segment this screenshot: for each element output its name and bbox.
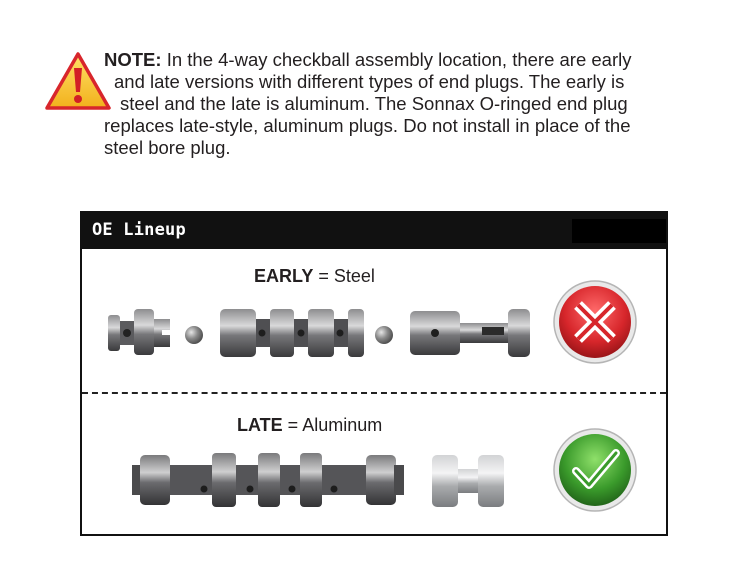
- early-label-rest: = Steel: [313, 266, 375, 286]
- late-aluminum-parts-image: [128, 447, 518, 513]
- late-label: [237, 415, 382, 436]
- header-black-block: [572, 219, 666, 243]
- late-steel-valve: [132, 453, 404, 507]
- late-label-rest: = Aluminum: [282, 415, 383, 435]
- early-label-strong: EARLY: [254, 266, 314, 286]
- note-line-3: steel and the late is aluminum. The Sonnax O-ringed end plug: [120, 93, 628, 114]
- late-label-strong: LATE: [237, 415, 283, 435]
- dashed-divider: [82, 392, 666, 394]
- early-end-plug-left: [108, 309, 172, 355]
- early-label: [254, 266, 375, 287]
- panel-header: [82, 213, 666, 249]
- note-line-2: and late versions with different types of end plugs. The early is: [114, 71, 625, 92]
- green-check-icon: [552, 427, 638, 513]
- early-bore-plug: [410, 309, 530, 357]
- early-steel-parts-image: [102, 301, 542, 363]
- late-aluminum-plug: [432, 455, 504, 507]
- note-line-5: steel bore plug.: [104, 137, 231, 158]
- oe-lineup-panel: [80, 211, 668, 536]
- checkball-1: [185, 326, 203, 344]
- panel-title: OE Lineup: [92, 220, 186, 240]
- checkball-2: [375, 326, 393, 344]
- red-x-icon: [552, 279, 638, 365]
- note-label: NOTE:: [104, 49, 162, 70]
- note-line-4: replaces late-style, aluminum plugs. Do not install in place of the: [104, 115, 631, 136]
- early-steel-valve: [220, 309, 364, 357]
- warning-triangle-icon: [45, 52, 111, 110]
- note-text: [104, 49, 704, 159]
- note-line-1: In the 4-way checkball assembly location, there are early: [161, 49, 632, 70]
